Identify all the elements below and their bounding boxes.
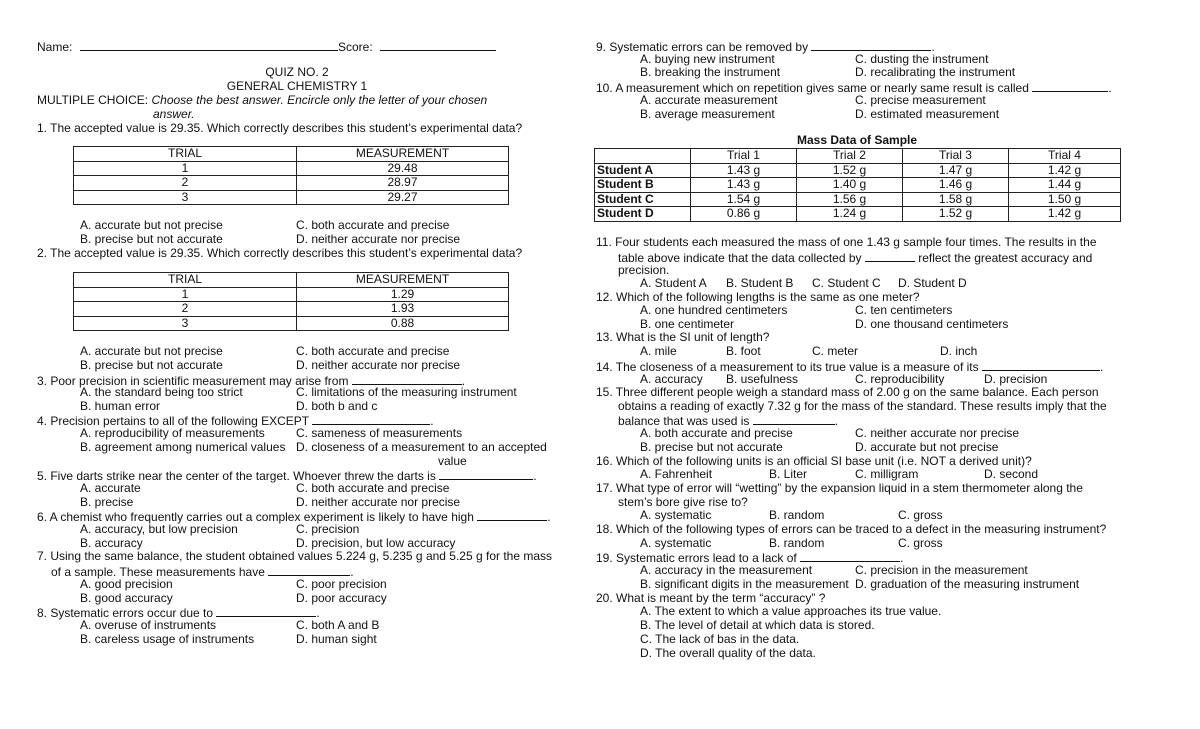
score-field	[338, 39, 496, 55]
table-cell: Student D	[595, 207, 691, 222]
q9-option-d[interactable]: D. recalibrating the instrument	[855, 65, 1016, 79]
q7-option-d[interactable]: D. poor accuracy	[296, 591, 387, 605]
table-cell: 2	[74, 176, 297, 191]
q2-option-d[interactable]: D. neither accurate nor precise	[296, 358, 461, 372]
q17-text-line1: 17. What type of error will “wetting” by the expansion liquid in a stem thermometer along the	[596, 481, 1083, 495]
q15-blank[interactable]	[753, 413, 835, 425]
q5-option-c[interactable]: C. both accurate and precise	[296, 481, 450, 495]
q17-text-line2: stem’s bore give rise to?	[618, 495, 748, 509]
q10-option-c[interactable]: C. precise measurement	[855, 93, 986, 107]
q1-option-a[interactable]: A. accurate but not precise	[80, 218, 223, 232]
mc-label: MULTIPLE CHOICE:	[37, 93, 149, 107]
q12-option-c[interactable]: C. ten centimeters	[855, 303, 953, 317]
table-row	[595, 163, 1121, 178]
q1-table	[73, 146, 509, 205]
q3-text: 3. Poor precision in scientific measurement may arise from	[37, 374, 349, 388]
table-header-row	[74, 147, 509, 162]
q19-option-a[interactable]: A. accuracy in the measurement	[640, 563, 813, 577]
q13-option-a[interactable]: A. mile	[640, 344, 677, 358]
q1-option-d[interactable]: D. neither accurate nor precise	[296, 232, 461, 246]
table-row	[595, 207, 1121, 222]
mass-data-table	[594, 148, 1121, 222]
q16-option-a[interactable]: A. Fahrenheit	[640, 467, 713, 481]
table-header-row	[595, 149, 1121, 164]
q16-option-d[interactable]: D. second	[984, 467, 1039, 481]
q10-option-d[interactable]: D. estimated measurement	[855, 107, 1000, 121]
q20-option-a[interactable]: A. The extent to which a value approaches its true value.	[640, 604, 942, 618]
q14-option-c[interactable]: C. reproducibility	[855, 372, 945, 386]
table-cell: 1.46 g	[903, 178, 1009, 193]
q20-text: 20. What is meant by the term “accuracy” ?	[596, 591, 826, 605]
q6-text: 6. A chemist who frequently carries out a complex experiment is likely to have high	[37, 510, 474, 524]
q7-question-line2: of a sample. These measurements have .	[51, 565, 354, 579]
q15-option-a[interactable]: A. both accurate and precise	[640, 426, 793, 440]
q6-option-b[interactable]: B. accuracy	[80, 536, 143, 550]
table-header: TRIAL	[74, 147, 297, 162]
table-header: Trial 4	[1009, 149, 1121, 164]
q11-option-c[interactable]: C. Student C	[812, 276, 881, 290]
q3-blank[interactable]	[352, 373, 462, 385]
table-cell: 28.97	[297, 176, 509, 191]
table-cell: Student A	[595, 163, 691, 178]
q4-blank[interactable]	[312, 413, 430, 425]
q5-option-b[interactable]: B. precise	[80, 495, 134, 509]
q10-blank[interactable]	[1032, 80, 1108, 92]
table-header: Trial 1	[691, 149, 797, 164]
q5-text: 5. Five darts strike near the center of the target. Whoever threw the darts is	[37, 469, 436, 483]
table-row	[74, 287, 509, 302]
score-blank[interactable]	[380, 39, 496, 51]
q3-option-a[interactable]: A. the standard being too strict	[80, 385, 243, 399]
q8-blank[interactable]	[216, 605, 316, 617]
table-cell: 1.54 g	[691, 192, 797, 207]
q20-option-d[interactable]: D. The overall quality of the data.	[640, 646, 816, 660]
quiz-title: QUIZ NO. 2	[265, 65, 329, 79]
q9-text: 9. Systematic errors can be removed by	[596, 40, 809, 54]
q18-option-c[interactable]: C. gross	[898, 536, 943, 550]
q7-option-a[interactable]: A. good precision	[80, 577, 173, 591]
q18-text: 18. Which of the following types of errors can be traced to a defect in the measuring instrument?	[596, 522, 1107, 536]
table-header	[595, 149, 691, 164]
q16-option-c[interactable]: C. milligram	[855, 467, 919, 481]
q5-question: 5. Five darts strike near the center of the target. Whoever threw the darts is .	[37, 469, 537, 483]
q7-blank[interactable]	[268, 564, 350, 576]
table-cell: 1.50 g	[1009, 192, 1121, 207]
q8-option-d[interactable]: D. human sight	[296, 632, 377, 646]
table-cell: 3	[74, 316, 297, 331]
q6-option-c[interactable]: C. precision	[296, 522, 360, 536]
subject-title: GENERAL CHEMISTRY 1	[226, 79, 368, 93]
table-cell: 1.93	[297, 302, 509, 317]
q8-option-b[interactable]: B. careless usage of instruments	[80, 632, 255, 646]
q14-question: 14. The closeness of a measurement to its true value is a measure of its .	[596, 360, 1104, 374]
q2-table	[73, 272, 509, 331]
table-cell: 29.48	[297, 161, 509, 176]
q4-option-d-cont: value	[438, 454, 467, 468]
table-header: MEASUREMENT	[297, 273, 509, 288]
table-cell: 1.52 g	[903, 207, 1009, 222]
q5-option-d[interactable]: D. neither accurate nor precise	[296, 495, 461, 509]
table-cell: 3	[74, 190, 297, 205]
q10-text: 10. A measurement which on repetition gives same or nearly same result is called	[596, 81, 1029, 95]
q19-blank[interactable]	[800, 550, 900, 562]
q15-text-line2: obtains a reading of exactly 7.32 g for the mass of the standard. These results imply that the	[618, 399, 1107, 413]
q11-text-line2b: reflect the greatest accuracy and	[918, 251, 1093, 265]
q2-text: 2. The accepted value is 29.35. Which correctly describes this student’s experimental data?	[37, 246, 523, 260]
q13-option-d[interactable]: D. inch	[940, 344, 978, 358]
q16-option-b[interactable]: B. Liter	[769, 467, 808, 481]
table-row	[74, 302, 509, 317]
q10-option-b[interactable]: B. average measurement	[640, 107, 775, 121]
table-header-row	[74, 273, 509, 288]
q11-option-b[interactable]: B. Student B	[726, 276, 794, 290]
table-cell: 2	[74, 302, 297, 317]
q19-question: 19. Systematic errors lead to a lack of .	[596, 551, 904, 565]
q18-option-a[interactable]: A. systematic	[640, 536, 712, 550]
table-cell: Student B	[595, 178, 691, 193]
q9-option-b[interactable]: B. breaking the instrument	[640, 65, 781, 79]
q14-blank[interactable]	[982, 359, 1100, 371]
table-header: Trial 3	[903, 149, 1009, 164]
table-header: MEASUREMENT	[297, 147, 509, 162]
q11-blank[interactable]	[865, 250, 915, 262]
q3-option-c[interactable]: C. limitations of the measuring instrument	[296, 385, 517, 399]
q15-question-line3: balance that was used is .	[618, 414, 839, 428]
q13-option-c[interactable]: C. meter	[812, 344, 859, 358]
q17-option-a[interactable]: A. systematic	[640, 508, 712, 522]
q11-text-line1: 11. Four students each measured the mass of one 1.43 g sample four times. The results in the	[596, 235, 1097, 249]
table-row	[595, 178, 1121, 193]
q14-text: 14. The closeness of a measurement to its true value is a measure of its	[596, 360, 979, 374]
table-row	[74, 176, 509, 191]
q7-option-c[interactable]: C. poor precision	[296, 577, 387, 591]
table-cell: Student C	[595, 192, 691, 207]
table-cell: 1.58 g	[903, 192, 1009, 207]
q11-option-a[interactable]: A. Student A	[640, 276, 707, 290]
table-header: Trial 2	[797, 149, 903, 164]
q8-text: 8. Systematic errors occur due to	[37, 606, 214, 620]
mc-instruction	[37, 94, 487, 108]
name-label: Name:	[37, 40, 73, 54]
q3-option-b[interactable]: B. human error	[80, 399, 161, 413]
mass-table-title: Mass Data of Sample	[797, 133, 918, 147]
q20-option-c[interactable]: C. The lack of bas in the data.	[640, 632, 800, 646]
q5-option-a[interactable]: A. accurate	[80, 481, 141, 495]
q8-option-a[interactable]: A. overuse of instruments	[80, 618, 217, 632]
q15-text-line3: balance that was used is	[618, 414, 750, 428]
q20-option-b[interactable]: B. The level of detail at which data is stored.	[640, 618, 875, 632]
q2-option-c[interactable]: C. both accurate and precise	[296, 344, 450, 358]
mc-instruction-line2: answer.	[153, 107, 195, 121]
q12-option-a[interactable]: A. one hundred centimeters	[640, 303, 788, 317]
q6-option-d[interactable]: D. precision, but low accuracy	[296, 536, 456, 550]
q8-question: 8. Systematic errors occur due to .	[37, 606, 320, 620]
q12-option-d[interactable]: D. one thousand centimeters	[855, 317, 1009, 331]
q18-option-b[interactable]: B. random	[769, 536, 825, 550]
q14-option-b[interactable]: B. usefulness	[726, 372, 799, 386]
q6-question: 6. A chemist who frequently carries out a complex experiment is likely to have high .	[37, 510, 551, 524]
q3-option-d[interactable]: D. both b and c	[296, 399, 378, 413]
table-row	[74, 161, 509, 176]
q17-option-c[interactable]: C. gross	[898, 508, 943, 522]
q11-text-line3: precision.	[618, 263, 670, 277]
table-cell: 1.24 g	[797, 207, 903, 222]
q14-option-d[interactable]: D. precision	[984, 372, 1048, 386]
q1-text: 1. The accepted value is 29.35. Which correctly describes this student’s experimental data?	[37, 121, 523, 135]
q4-question: 4. Precision pertains to all of the following EXCEPT .	[37, 414, 434, 428]
q4-option-c[interactable]: C. sameness of measurements	[296, 426, 463, 440]
score-label: Score:	[338, 40, 373, 54]
table-cell: 1.47 g	[903, 163, 1009, 178]
q15-option-c[interactable]: C. neither accurate nor precise	[855, 426, 1020, 440]
q3-question: 3. Poor precision in scientific measurement may arise from .	[37, 374, 466, 388]
q12-option-b[interactable]: B. one centimeter	[640, 317, 735, 331]
table-row	[74, 316, 509, 331]
q19-option-c[interactable]: C. precision in the measurement	[855, 563, 1028, 577]
q2-option-a[interactable]: A. accurate but not precise	[80, 344, 223, 358]
q11-option-d[interactable]: D. Student D	[898, 276, 967, 290]
mc-instruction-line1: Choose the best answer. Encircle only the letter of your chosen	[151, 93, 488, 107]
q19-option-b[interactable]: B. significant digits in the measurement	[640, 577, 849, 591]
table-row	[595, 192, 1121, 207]
name-blank[interactable]	[80, 39, 338, 51]
q6-option-a[interactable]: A. accuracy, but low precision	[80, 522, 238, 536]
q14-option-a[interactable]: A. accuracy	[640, 372, 703, 386]
q19-text: 19. Systematic errors lead to a lack of	[596, 551, 797, 565]
q10-option-a[interactable]: A. accurate measurement	[640, 93, 778, 107]
q11-question-line2	[618, 250, 1092, 266]
q7-text-line2: of a sample. These measurements have	[51, 565, 265, 579]
q7-text-line1: 7. Using the same balance, the student obtained values 5.224 g, 5.235 g and 5.25 g for the mass	[37, 549, 553, 563]
q12-text: 12. Which of the following lengths is the same as one meter?	[596, 290, 920, 304]
table-cell: 29.27	[297, 190, 509, 205]
q2-option-b[interactable]: B. precise but not accurate	[80, 358, 223, 372]
q1-option-c[interactable]: C. both accurate and precise	[296, 218, 450, 232]
table-cell: 1.29	[297, 287, 509, 302]
q9-option-c[interactable]: C. dusting the instrument	[855, 52, 989, 66]
q11-text-line2a: table above indicate that the data collected by	[618, 251, 862, 265]
q4-option-d[interactable]: D. closeness of a measurement to an accepted	[296, 440, 547, 454]
table-cell: 1.42 g	[1009, 207, 1121, 222]
q9-blank[interactable]	[811, 39, 931, 51]
q4-option-b[interactable]: B. agreement among numerical values	[80, 440, 286, 454]
table-cell: 1	[74, 287, 297, 302]
table-cell: 1.52 g	[797, 163, 903, 178]
table-cell: 1.43 g	[691, 163, 797, 178]
q6-blank[interactable]	[477, 509, 547, 521]
table-row	[74, 190, 509, 205]
q7-option-b[interactable]: B. good accuracy	[80, 591, 173, 605]
q4-option-a[interactable]: A. reproducibility of measurements	[80, 426, 265, 440]
table-cell: 0.86 g	[691, 207, 797, 222]
q13-option-b[interactable]: B. foot	[726, 344, 761, 358]
table-cell: 1.42 g	[1009, 163, 1121, 178]
q15-text-line1: 15. Three different people weigh a standard mass of 2.00 g on the same balance. Each person	[596, 385, 1099, 399]
q1-option-b[interactable]: B. precise but not accurate	[80, 232, 223, 246]
q16-text: 16. Which of the following units is an official SI base unit (i.e. NOT a derived unit)?	[596, 454, 1032, 468]
q19-option-d[interactable]: D. graduation of the measuring instrument	[855, 577, 1080, 591]
table-cell: 0.88	[297, 316, 509, 331]
q10-question: 10. A measurement which on repetition gives same or nearly same result is called .	[596, 81, 1112, 95]
table-header: TRIAL	[74, 273, 297, 288]
q9-question: 9. Systematic errors can be removed by .	[596, 40, 935, 54]
q15-option-d[interactable]: D. accurate but not precise	[855, 440, 999, 454]
table-cell: 1.43 g	[691, 178, 797, 193]
q15-option-b[interactable]: B. precise but not accurate	[640, 440, 783, 454]
table-cell: 1.44 g	[1009, 178, 1121, 193]
name-field	[37, 39, 338, 55]
table-cell: 1	[74, 161, 297, 176]
table-cell: 1.56 g	[797, 192, 903, 207]
q17-option-b[interactable]: B. random	[769, 508, 825, 522]
q13-text: 13. What is the SI unit of length?	[596, 330, 770, 344]
q4-text: 4. Precision pertains to all of the following EXCEPT	[37, 414, 309, 428]
q9-option-a[interactable]: A. buying new instrument	[640, 52, 775, 66]
q8-option-c[interactable]: C. both A and B	[296, 618, 380, 632]
q5-blank[interactable]	[439, 468, 533, 480]
table-cell: 1.40 g	[797, 178, 903, 193]
